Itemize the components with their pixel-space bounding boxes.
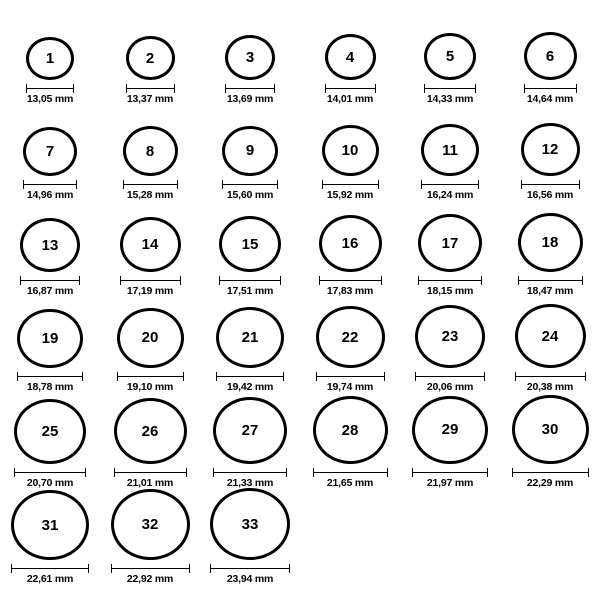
measure-tick-left: [515, 372, 516, 381]
diameter-measure-bar: [216, 372, 284, 379]
diameter-measure-bar: [14, 468, 86, 475]
measure-tick-left: [225, 84, 226, 93]
diameter-measure-bar: [322, 180, 379, 187]
measure-line: [518, 280, 583, 281]
ring-size-label: 32: [141, 516, 159, 534]
ring-size-cell[interactable]: [0, 200, 100, 296]
measure-tick-left: [117, 372, 118, 381]
ring-size-label: 7: [45, 143, 55, 161]
ring-size-cell[interactable]: [200, 488, 300, 584]
diameter-measure-bar: [512, 468, 589, 475]
ring-size-cell[interactable]: [0, 104, 100, 200]
diameter-measure-bar: [412, 468, 488, 475]
diameter-value: 14,64 mm: [526, 92, 574, 105]
measure-line: [325, 88, 376, 89]
diameter-measure-bar: [20, 276, 80, 283]
measure-line: [515, 376, 586, 377]
measure-tick-left: [17, 372, 18, 381]
ring-circle: [225, 35, 275, 80]
diameter-measure-bar: [316, 372, 385, 379]
ring-size-cell[interactable]: [500, 8, 600, 104]
measure-tick-right: [289, 564, 290, 573]
measure-tick-right: [274, 84, 275, 93]
ring-size-cell[interactable]: [300, 296, 400, 392]
diameter-measure-bar: [415, 372, 485, 379]
ring-size-cell[interactable]: [0, 392, 100, 488]
ring-circle: [14, 399, 86, 464]
ring-circle: [213, 397, 287, 464]
ring-size-cell[interactable]: [100, 488, 200, 584]
ring-circle: [117, 308, 184, 369]
measure-tick-right: [76, 180, 77, 189]
ring-circle: [210, 488, 290, 560]
ring-size-cell[interactable]: [300, 200, 400, 296]
ring-size-label: 14: [141, 236, 159, 254]
ring-circle: [26, 37, 74, 81]
diameter-measure-bar: [421, 180, 479, 187]
ring-size-cell[interactable]: [300, 392, 400, 488]
measure-line: [415, 376, 485, 377]
diameter-value: 21,01 mm: [126, 476, 174, 489]
measure-tick-left: [123, 180, 124, 189]
ring-circle: [219, 216, 281, 272]
diameter-value: 21,97 mm: [426, 476, 474, 489]
ring-size-cell[interactable]: [0, 488, 100, 584]
diameter-value: 15,92 mm: [326, 188, 374, 201]
measure-line: [111, 568, 190, 569]
measure-tick-right: [588, 468, 589, 477]
ring-size-cell[interactable]: [100, 200, 200, 296]
measure-tick-left: [222, 180, 223, 189]
measure-tick-left: [213, 468, 214, 477]
measure-tick-right: [183, 372, 184, 381]
diameter-value: 16,56 mm: [526, 188, 574, 201]
measure-line: [117, 376, 184, 377]
ring-circle: [524, 32, 577, 80]
measure-line: [114, 472, 187, 473]
diameter-measure-bar: [210, 564, 290, 571]
ring-size-cell[interactable]: [400, 104, 500, 200]
measure-line: [126, 88, 175, 89]
measure-tick-right: [280, 276, 281, 285]
measure-tick-left: [216, 372, 217, 381]
diameter-measure-bar: [521, 180, 580, 187]
ring-size-label: 22: [341, 328, 359, 346]
measure-line: [225, 88, 275, 89]
ring-size-label: 26: [141, 422, 159, 440]
diameter-measure-bar: [126, 84, 175, 91]
ring-size-cell[interactable]: [100, 296, 200, 392]
measure-tick-right: [82, 372, 83, 381]
ring-size-cell[interactable]: [400, 392, 500, 488]
measure-tick-right: [174, 84, 175, 93]
ring-size-label: 16: [341, 235, 359, 253]
ring-circle: [518, 213, 583, 272]
ring-size-label: 5: [445, 48, 455, 66]
diameter-measure-bar: [225, 84, 275, 91]
diameter-value: 14,33 mm: [426, 92, 474, 105]
ring-size-cell[interactable]: [100, 8, 200, 104]
diameter-value: 22,29 mm: [526, 476, 574, 489]
measure-line: [123, 184, 178, 185]
measure-tick-left: [418, 276, 419, 285]
measure-line: [322, 184, 379, 185]
ring-size-label: 27: [241, 422, 259, 440]
diameter-value: 13,37 mm: [126, 92, 174, 105]
ring-size-label: 18: [541, 234, 559, 252]
diameter-value: 18,15 mm: [426, 284, 474, 297]
measure-line: [524, 88, 577, 89]
diameter-value: 19,10 mm: [126, 380, 174, 393]
measure-tick-left: [111, 564, 112, 573]
diameter-value: 21,33 mm: [226, 476, 274, 489]
ring-size-label: 12: [541, 141, 559, 159]
measure-line: [418, 280, 482, 281]
ring-circle: [421, 124, 479, 177]
measure-line: [412, 472, 488, 473]
diameter-measure-bar: [524, 84, 577, 91]
measure-line: [521, 184, 580, 185]
ring-circle: [325, 34, 376, 80]
ring-size-cell[interactable]: [0, 8, 100, 104]
measure-tick-right: [478, 180, 479, 189]
measure-line: [319, 280, 382, 281]
diameter-value: 22,92 mm: [126, 572, 174, 585]
diameter-value: 20,06 mm: [426, 380, 474, 393]
diameter-value: 19,42 mm: [226, 380, 274, 393]
ring-circle: [111, 489, 190, 560]
diameter-measure-bar: [213, 468, 287, 475]
measure-tick-left: [23, 180, 24, 189]
measure-tick-left: [421, 180, 422, 189]
ring-size-cell[interactable]: [100, 104, 200, 200]
ring-size-label: 6: [545, 47, 555, 65]
measure-tick-right: [378, 180, 379, 189]
measure-tick-left: [11, 564, 12, 573]
diameter-measure-bar: [111, 564, 190, 571]
measure-tick-right: [384, 372, 385, 381]
ring-circle: [322, 125, 379, 177]
diameter-value: 20,38 mm: [526, 380, 574, 393]
measure-line: [11, 568, 89, 569]
ring-size-cell[interactable]: [400, 8, 500, 104]
ring-size-label: 20: [141, 329, 159, 347]
diameter-measure-bar: [23, 180, 77, 187]
measure-tick-right: [283, 372, 284, 381]
measure-line: [424, 88, 476, 89]
measure-line: [216, 376, 284, 377]
diameter-value: 21,65 mm: [326, 476, 374, 489]
ring-size-label: 9: [245, 142, 255, 160]
measure-tick-right: [375, 84, 376, 93]
ring-size-cell[interactable]: [200, 392, 300, 488]
diameter-value: 18,78 mm: [26, 380, 74, 393]
measure-tick-right: [88, 564, 89, 573]
diameter-value: 17,19 mm: [126, 284, 174, 297]
measure-tick-left: [26, 84, 27, 93]
ring-size-cell[interactable]: [300, 8, 400, 104]
measure-tick-left: [319, 276, 320, 285]
measure-tick-left: [325, 84, 326, 93]
measure-tick-right: [186, 468, 187, 477]
measure-tick-right: [585, 372, 586, 381]
diameter-measure-bar: [515, 372, 586, 379]
diameter-value: 16,24 mm: [426, 188, 474, 201]
ring-circle: [17, 309, 83, 369]
measure-tick-left: [424, 84, 425, 93]
measure-line: [313, 472, 388, 473]
ring-circle: [415, 305, 485, 368]
ring-size-label: 8: [145, 142, 155, 160]
ring-size-label: 28: [341, 421, 359, 439]
measure-line: [14, 472, 86, 473]
measure-line: [26, 88, 74, 89]
measure-line: [421, 184, 479, 185]
measure-line: [222, 184, 278, 185]
ring-size-cell[interactable]: [400, 296, 500, 392]
measure-tick-left: [219, 276, 220, 285]
ring-size-label: 21: [241, 329, 259, 347]
diameter-value: 20,70 mm: [26, 476, 74, 489]
ring-circle: [123, 126, 178, 176]
diameter-measure-bar: [120, 276, 181, 283]
measure-tick-left: [316, 372, 317, 381]
measure-line: [20, 280, 80, 281]
ring-size-label: 30: [541, 421, 559, 438]
measure-tick-right: [79, 276, 80, 285]
ring-size-cell[interactable]: [500, 104, 600, 200]
ring-size-cell[interactable]: [300, 104, 400, 200]
diameter-value: 13,69 mm: [226, 92, 274, 105]
ring-circle: [316, 306, 385, 368]
ring-size-label: 33: [241, 515, 259, 533]
measure-tick-right: [189, 564, 190, 573]
diameter-measure-bar: [222, 180, 278, 187]
ring-size-cell[interactable]: [200, 8, 300, 104]
diameter-measure-bar: [424, 84, 476, 91]
ring-circle: [319, 215, 382, 272]
diameter-measure-bar: [123, 180, 178, 187]
ring-size-cell[interactable]: [100, 392, 200, 488]
measure-tick-right: [475, 84, 476, 93]
ring-size-label: 19: [41, 329, 59, 347]
diameter-value: 17,83 mm: [326, 284, 374, 297]
diameter-measure-bar: [26, 84, 74, 91]
measure-tick-left: [512, 468, 513, 477]
measure-tick-right: [177, 180, 178, 189]
ring-size-label: 2: [145, 49, 155, 67]
measure-tick-left: [412, 468, 413, 477]
ring-size-cell[interactable]: [400, 200, 500, 296]
diameter-value: 17,51 mm: [226, 284, 274, 297]
ring-circle: [114, 398, 187, 464]
ring-size-cell[interactable]: [500, 296, 600, 392]
ring-size-cell[interactable]: [500, 392, 600, 488]
ring-size-label: 25: [41, 423, 59, 441]
measure-line: [512, 472, 589, 473]
diameter-measure-bar: [11, 564, 89, 571]
ring-size-label: 29: [441, 421, 459, 439]
measure-tick-left: [322, 180, 323, 189]
measure-tick-right: [487, 468, 488, 477]
measure-tick-left: [210, 564, 211, 573]
diameter-value: 18,47 mm: [526, 284, 574, 297]
ring-size-cell[interactable]: [500, 200, 600, 296]
ring-size-cell[interactable]: [200, 104, 300, 200]
ring-circle: [313, 396, 388, 464]
diameter-value: 14,01 mm: [326, 92, 374, 105]
ring-size-cell[interactable]: [0, 296, 100, 392]
ring-size-label: 3: [245, 49, 255, 67]
diameter-measure-bar: [518, 276, 583, 283]
ring-size-label: 17: [441, 234, 459, 252]
measure-tick-right: [73, 84, 74, 93]
measure-line: [213, 472, 287, 473]
measure-tick-left: [120, 276, 121, 285]
ring-circle: [120, 217, 181, 272]
measure-tick-right: [582, 276, 583, 285]
ring-circle: [424, 33, 476, 80]
ring-size-label: 13: [41, 236, 59, 254]
ring-size-label: 23: [441, 328, 459, 346]
diameter-measure-bar: [114, 468, 187, 475]
ring-size-label: 11: [442, 141, 458, 159]
measure-tick-left: [415, 372, 416, 381]
measure-tick-right: [387, 468, 388, 477]
ring-size-label: 4: [345, 48, 355, 66]
measure-tick-right: [381, 276, 382, 285]
measure-tick-left: [521, 180, 522, 189]
diameter-value: 15,28 mm: [126, 188, 174, 201]
ring-circle: [412, 396, 488, 465]
ring-circle: [216, 307, 284, 369]
measure-tick-right: [85, 468, 86, 477]
measure-tick-left: [313, 468, 314, 477]
measure-tick-left: [14, 468, 15, 477]
ring-circle: [222, 126, 278, 177]
measure-line: [316, 376, 385, 377]
measure-tick-right: [481, 276, 482, 285]
measure-line: [23, 184, 77, 185]
measure-line: [210, 568, 290, 569]
ring-circle: [521, 123, 580, 177]
diameter-value: 23,94 mm: [226, 572, 274, 585]
ring-circle: [23, 127, 77, 176]
ring-size-label: 10: [341, 141, 359, 159]
measure-line: [219, 280, 281, 281]
diameter-measure-bar: [325, 84, 376, 91]
measure-tick-left: [20, 276, 21, 285]
ring-circle: [418, 214, 482, 272]
ring-circle: [126, 36, 175, 81]
ring-size-label: 24: [541, 327, 559, 345]
diameter-measure-bar: [17, 372, 83, 379]
ring-size-label: 15: [241, 235, 259, 253]
diameter-measure-bar: [319, 276, 382, 283]
measure-tick-left: [126, 84, 127, 93]
ring-size-label: 31: [41, 516, 59, 534]
measure-tick-right: [180, 276, 181, 285]
ring-circle: [515, 304, 586, 368]
diameter-measure-bar: [219, 276, 281, 283]
measure-tick-right: [286, 468, 287, 477]
diameter-measure-bar: [313, 468, 388, 475]
ring-circle: [20, 218, 80, 272]
ring-circle: [512, 395, 589, 465]
measure-tick-right: [579, 180, 580, 189]
ring-size-label: 1: [45, 50, 55, 67]
measure-tick-left: [518, 276, 519, 285]
diameter-value: 22,61 mm: [26, 572, 74, 585]
measure-tick-left: [114, 468, 115, 477]
diameter-measure-bar: [117, 372, 184, 379]
diameter-value: 14,96 mm: [26, 188, 74, 201]
measure-tick-right: [576, 84, 577, 93]
diameter-value: 16,87 mm: [26, 284, 74, 297]
ring-size-cell[interactable]: [200, 200, 300, 296]
measure-tick-right: [484, 372, 485, 381]
diameter-value: 15,60 mm: [226, 188, 274, 201]
measure-line: [120, 280, 181, 281]
measure-tick-left: [524, 84, 525, 93]
measure-tick-right: [277, 180, 278, 189]
measure-line: [17, 376, 83, 377]
diameter-value: 19,74 mm: [326, 380, 374, 393]
ring-size-cell[interactable]: [200, 296, 300, 392]
diameter-value: 13,05 mm: [26, 92, 74, 105]
diameter-measure-bar: [418, 276, 482, 283]
ring-circle: [11, 490, 89, 561]
